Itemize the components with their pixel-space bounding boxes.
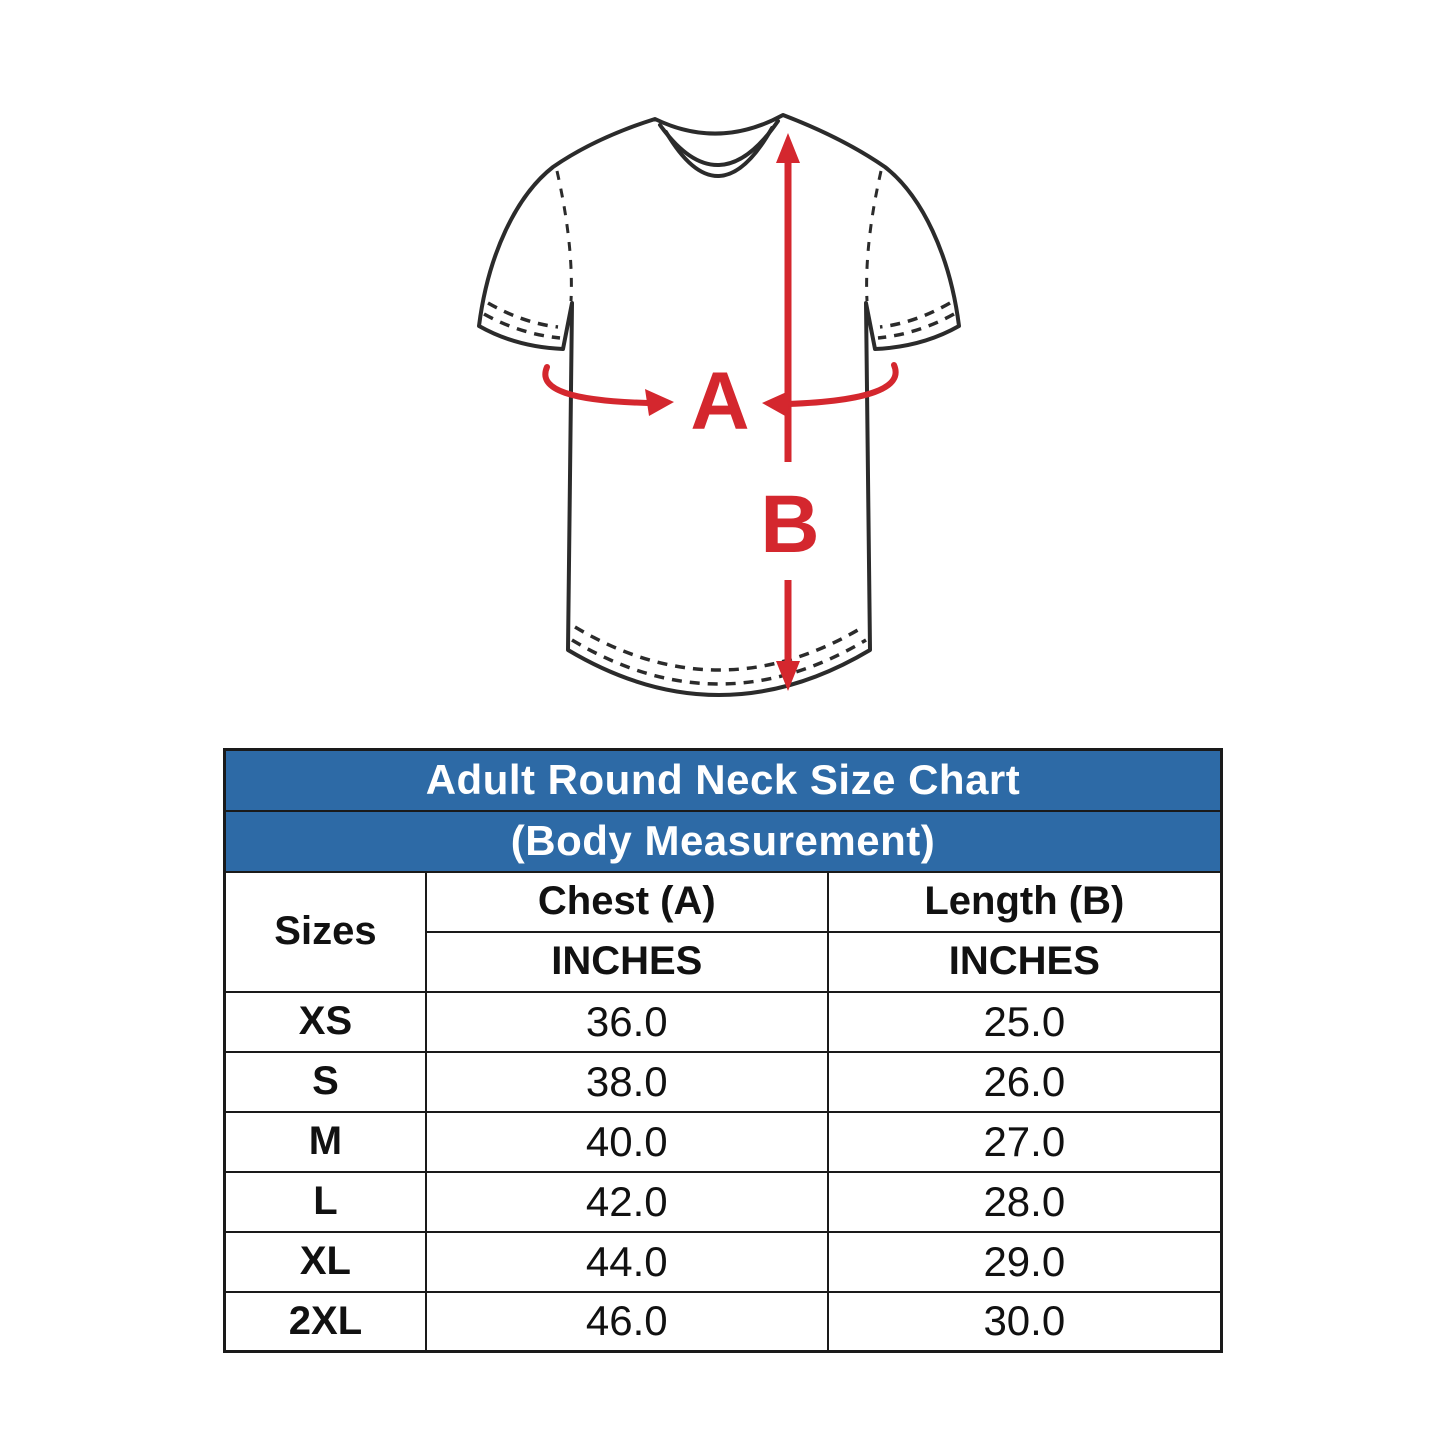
- length-value: 28.0: [828, 1172, 1222, 1232]
- size-label: 2XL: [225, 1292, 426, 1352]
- length-value: 27.0: [828, 1112, 1222, 1172]
- size-chart-table: [223, 748, 1223, 1353]
- size-label: S: [225, 1052, 426, 1112]
- chest-value: 44.0: [426, 1232, 828, 1292]
- unit-chest: INCHES: [426, 932, 828, 992]
- size-label: L: [225, 1172, 426, 1232]
- length-value: 29.0: [828, 1232, 1222, 1292]
- chest-value: 46.0: [426, 1292, 828, 1352]
- chest-value: 36.0: [426, 992, 828, 1052]
- table-row: [225, 1052, 1222, 1112]
- table-row: [225, 1292, 1222, 1352]
- table-row: [225, 1232, 1222, 1292]
- unit-length: INCHES: [828, 932, 1222, 992]
- table-row: [225, 1112, 1222, 1172]
- chest-value: 40.0: [426, 1112, 828, 1172]
- column-header-chest: Chest (A): [426, 872, 828, 932]
- size-label: M: [225, 1112, 426, 1172]
- column-header-length: Length (B): [828, 872, 1222, 932]
- length-label-b: B: [760, 479, 820, 570]
- table-title: Adult Round Neck Size Chart: [225, 750, 1222, 811]
- table-header-row: [225, 872, 1222, 932]
- chest-value: 38.0: [426, 1052, 828, 1112]
- table-title-row: [225, 750, 1222, 811]
- table-subtitle-row: [225, 811, 1222, 872]
- size-label: XL: [225, 1232, 426, 1292]
- length-value: 30.0: [828, 1292, 1222, 1352]
- chest-label-a: A: [690, 356, 750, 447]
- chest-value: 42.0: [426, 1172, 828, 1232]
- size-label: XS: [225, 992, 426, 1052]
- table-row: [225, 992, 1222, 1052]
- table-subtitle: (Body Measurement): [225, 811, 1222, 872]
- table-row: [225, 1172, 1222, 1232]
- length-value: 25.0: [828, 992, 1222, 1052]
- length-value: 26.0: [828, 1052, 1222, 1112]
- column-header-sizes: Sizes: [225, 872, 426, 992]
